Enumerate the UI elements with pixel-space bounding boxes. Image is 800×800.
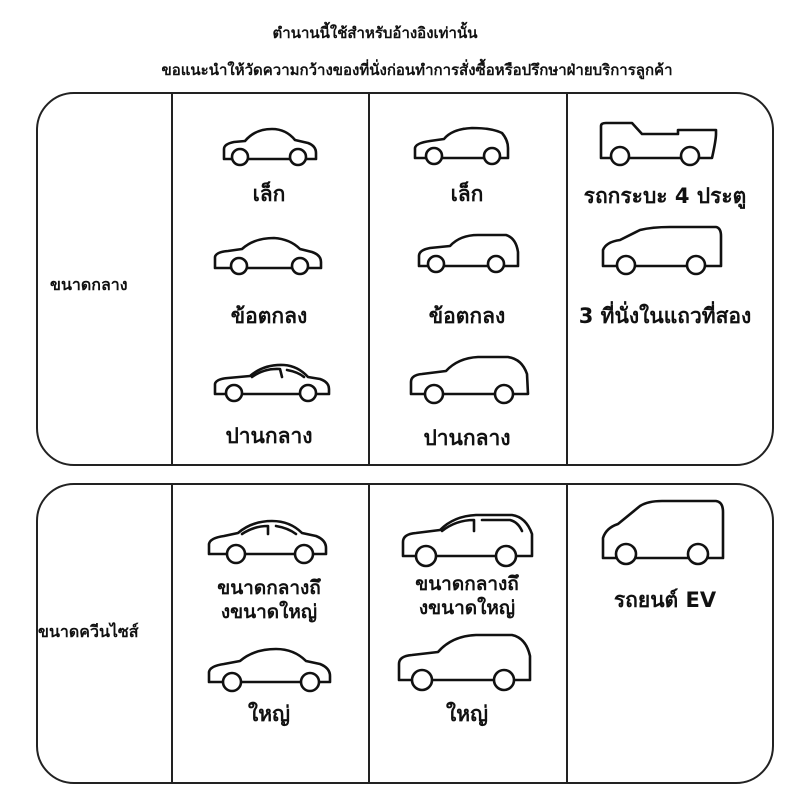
sedan-icon — [212, 362, 332, 404]
minivan-icon — [600, 224, 724, 276]
size-caption: เล็ก — [450, 182, 484, 206]
size-caption: งขนาดใหญ่ — [220, 601, 318, 623]
hatchback-icon — [412, 126, 512, 168]
divider — [368, 485, 370, 782]
size-caption: ใหญ่ — [248, 702, 290, 726]
ev-van-icon — [600, 498, 726, 568]
size-caption: รถกระบะ 4 ประตู — [583, 184, 747, 208]
size-caption: ปานกลาง — [225, 424, 313, 448]
size-caption: ใหญ่ — [446, 702, 488, 726]
size-caption: ข้อตกลง — [428, 304, 506, 328]
reference-notice: ตำนานนี้ใช้สำหรับอ้างอิงเท่านั้น — [272, 24, 478, 42]
sedan-icon — [206, 646, 334, 692]
suv-icon — [396, 632, 534, 692]
sedan-icon — [206, 518, 330, 566]
sedan-icon — [220, 126, 320, 168]
measure-advice: ขอแนะนำให้วัดความกว้างของที่นั่งก่อนทำการสั่งซื้อหรือปรึกษาฝ่ายบริการลูกค้า — [161, 61, 673, 79]
size-caption: 3 ที่นั่งในแถวที่สอง — [578, 304, 752, 328]
hatchback-icon — [416, 232, 522, 276]
divider — [566, 94, 568, 464]
mid-size-label: ขนาดกลาง — [50, 275, 128, 294]
size-caption: ขนาดกลางถึ — [217, 577, 321, 599]
queen-size-label: ขนาดควีนไซส์ — [38, 622, 139, 641]
divider — [566, 485, 568, 782]
divider — [368, 94, 370, 464]
divider — [171, 485, 173, 782]
size-caption: ข้อตกลง — [230, 304, 308, 328]
size-caption: งขนาดใหญ่ — [418, 597, 516, 619]
size-caption: เล็ก — [252, 182, 286, 206]
size-caption: ปานกลาง — [423, 426, 511, 450]
suv-icon — [400, 512, 536, 568]
ev-caption: รถยนต์ EV — [613, 588, 717, 612]
divider — [171, 94, 173, 464]
size-caption: ขนาดกลางถึ — [415, 573, 519, 595]
suv-icon — [408, 354, 532, 406]
sedan-icon — [212, 236, 324, 278]
pickup-truck-icon — [598, 120, 722, 168]
